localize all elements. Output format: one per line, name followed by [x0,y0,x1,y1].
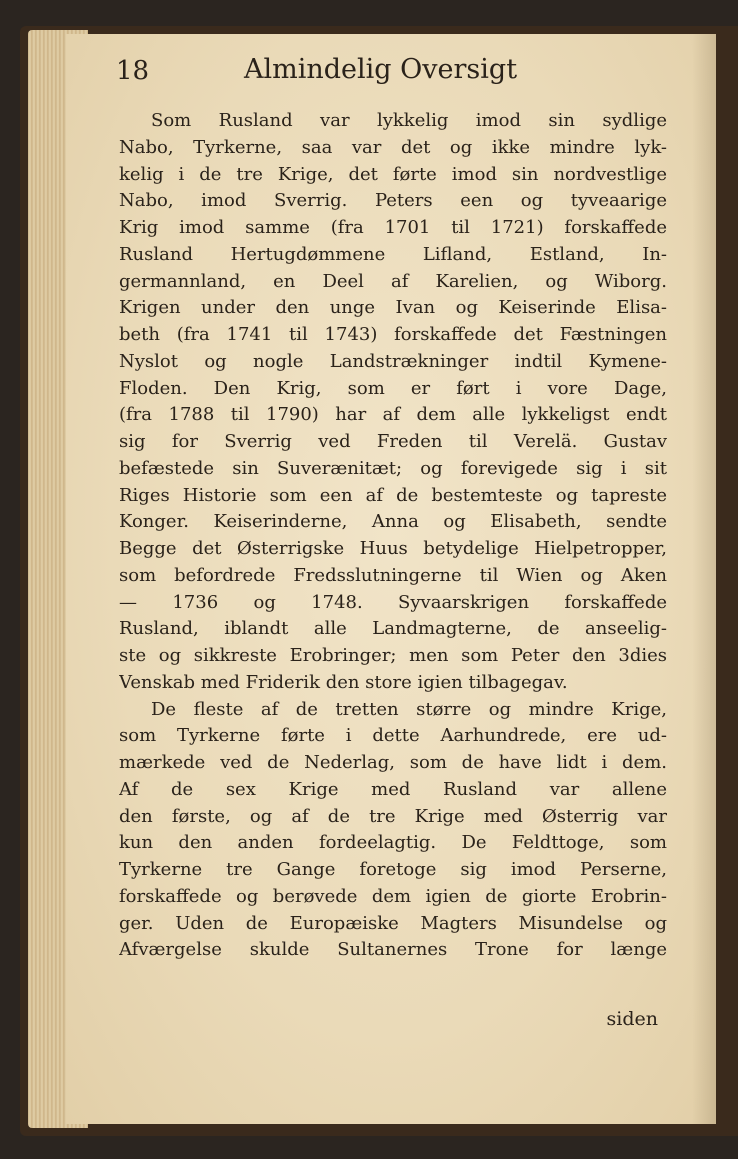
text-line: (fra 1788 til 1790) har af dem alle lykkeligst endt [119,404,667,426]
page-header [116,50,586,90]
text-line: Konger. Keiserinderne, Anna og Elisabeth, sendte [119,511,667,533]
text-line: ste og sikkreste Erobringer; men som Peter den 3dies [119,645,667,666]
text-line: Afværgelse skulde Sultanernes Trone for længe [119,939,667,961]
page-gutter-shadow [692,34,716,1124]
running-head: Almindelig Oversigt [244,54,518,85]
text-line: forskaffede og berøvede dem igien de giorte Erobrin- [119,885,667,907]
text-line: ger. Uden de Europæiske Magters Misundelse og [119,912,667,934]
text-line: Nyslot og nogle Landstrækninger indtil Kymene- [119,350,667,372]
text-line: den første, og af de tre Krige med Østerrig var [119,805,667,827]
text-line: som Tyrkerne førte i dette Aarhundrede, ere ud- [119,725,667,747]
text-line: beth (fra 1741 til 1743) forskaffede det Fæstningen [119,324,667,345]
text-line: Nabo, imod Sverrig. Peters een og tyveaarige [119,190,667,212]
text-line: som befordrede Fredsslutningerne til Wien og Aken [119,564,667,586]
text-line: Krig imod samme (fra 1701 til 1721) forskaffede [119,217,667,238]
text-line: Floden. Den Krig, som er ført i vore Dage, [119,377,667,399]
text-line: sig for Sverrig ved Freden til Verelä. Gustav [119,431,667,452]
text-line: kun den anden fordeelagtig. De Feldttoge, som [119,832,667,854]
text-line: Af de sex Krige med Rusland var allene [119,778,667,800]
text-line: Krigen under den unge Ivan og Keiserinde Elisa- [119,297,667,319]
text-line: Rusland Hertugdømmene Lifland, Estland, In- [119,243,667,265]
text-line: Som Rusland var lykkelig imod sin sydlige [151,110,667,131]
text-line: De fleste af de tretten større og mindre Krige, [151,698,667,720]
text-line: Begge det Østerrigske Huus betydelige Hielpetropper, [119,538,667,559]
text-line: mærkede ved de Nederlag, som de have lidt i dem. [119,752,667,773]
text-line: Venskab med Friderik den store igien tilbagegav. [119,671,568,693]
text-line: Nabo, Tyrkerne, saa var det og ikke mindre lyk- [119,136,667,158]
text-line: kelig i de tre Krige, det førte imod sin nordvestlige [119,163,667,185]
catchword: siden [606,1008,658,1030]
text-line: Rusland, iblandt alle Landmagterne, de anseelig- [119,618,667,640]
text-line: befæstede sin Suverænitæt; og forevigede sig i sit [119,457,667,479]
text-line: — 1736 og 1748. Syvaarskrigen forskaffede [119,591,667,613]
page-number: 18 [116,56,150,86]
text-line: Riges Historie som een af de bestemteste og tapreste [119,484,667,506]
text-line: Tyrkerne tre Gange foretoge sig imod Perserne, [119,859,667,880]
text-line: germannland, en Deel af Karelien, og Wiborg. [119,270,667,292]
body-text [119,108,667,964]
